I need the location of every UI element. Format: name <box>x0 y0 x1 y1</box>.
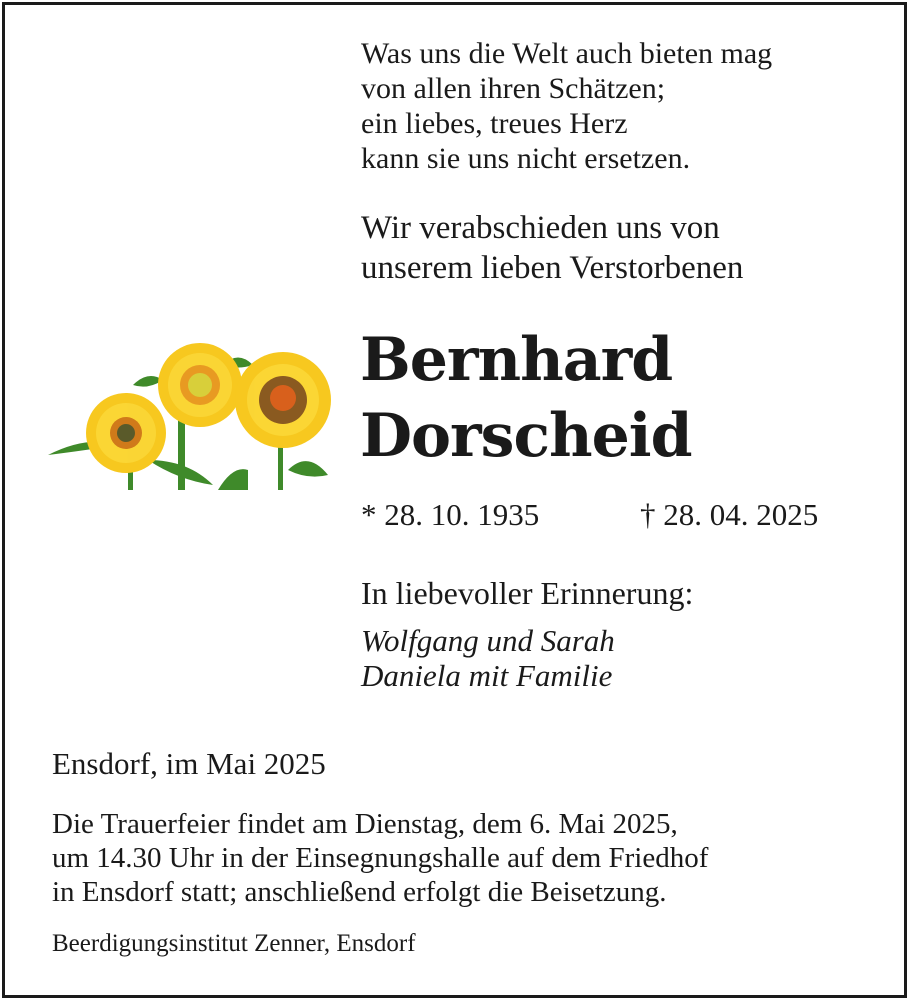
deceased-name <box>360 322 692 474</box>
first-name: Bernhard <box>360 325 673 395</box>
poem-line: von allen ihren Schätzen; <box>361 72 666 105</box>
place-date: Ensdorf, im Mai 2025 <box>52 746 326 781</box>
poem-line: kann sie uns nicht ersetzen. <box>361 142 691 175</box>
intro <box>361 208 743 288</box>
birth-date: * 28. 10. 1935 <box>361 497 540 532</box>
service-line: um 14.30 Uhr in der Einsegnungshalle auf dem Friedhof <box>52 842 709 874</box>
death-date: † 28. 04. 2025 <box>640 497 819 532</box>
mourner-line: Daniela mit Familie <box>361 658 613 693</box>
service-line: in Ensdorf statt; anschließend erfolgt die Beisetzung. <box>52 876 667 908</box>
poem-line: Was uns die Welt auch bieten mag <box>361 37 773 70</box>
service-line: Die Trauerfeier findet am Dienstag, dem 6. Mai 2025, <box>52 808 678 840</box>
memory-heading: In liebevoller Erinnerung: <box>361 575 694 611</box>
intro-line: Wir verabschieden uns von <box>361 210 720 246</box>
intro-line: unserem lieben Verstorbenen <box>361 250 744 286</box>
poem <box>361 36 772 176</box>
mourner-line: Wolfgang und Sarah <box>361 623 615 658</box>
sunflowers-image <box>48 340 338 490</box>
last-name: Dorscheid <box>360 401 692 471</box>
service-info <box>52 807 708 909</box>
funeral-home: Beerdigungsinstitut Zenner, Ensdorf <box>52 930 416 957</box>
mourners <box>361 623 615 693</box>
poem-line: ein liebes, treues Herz <box>361 107 628 140</box>
